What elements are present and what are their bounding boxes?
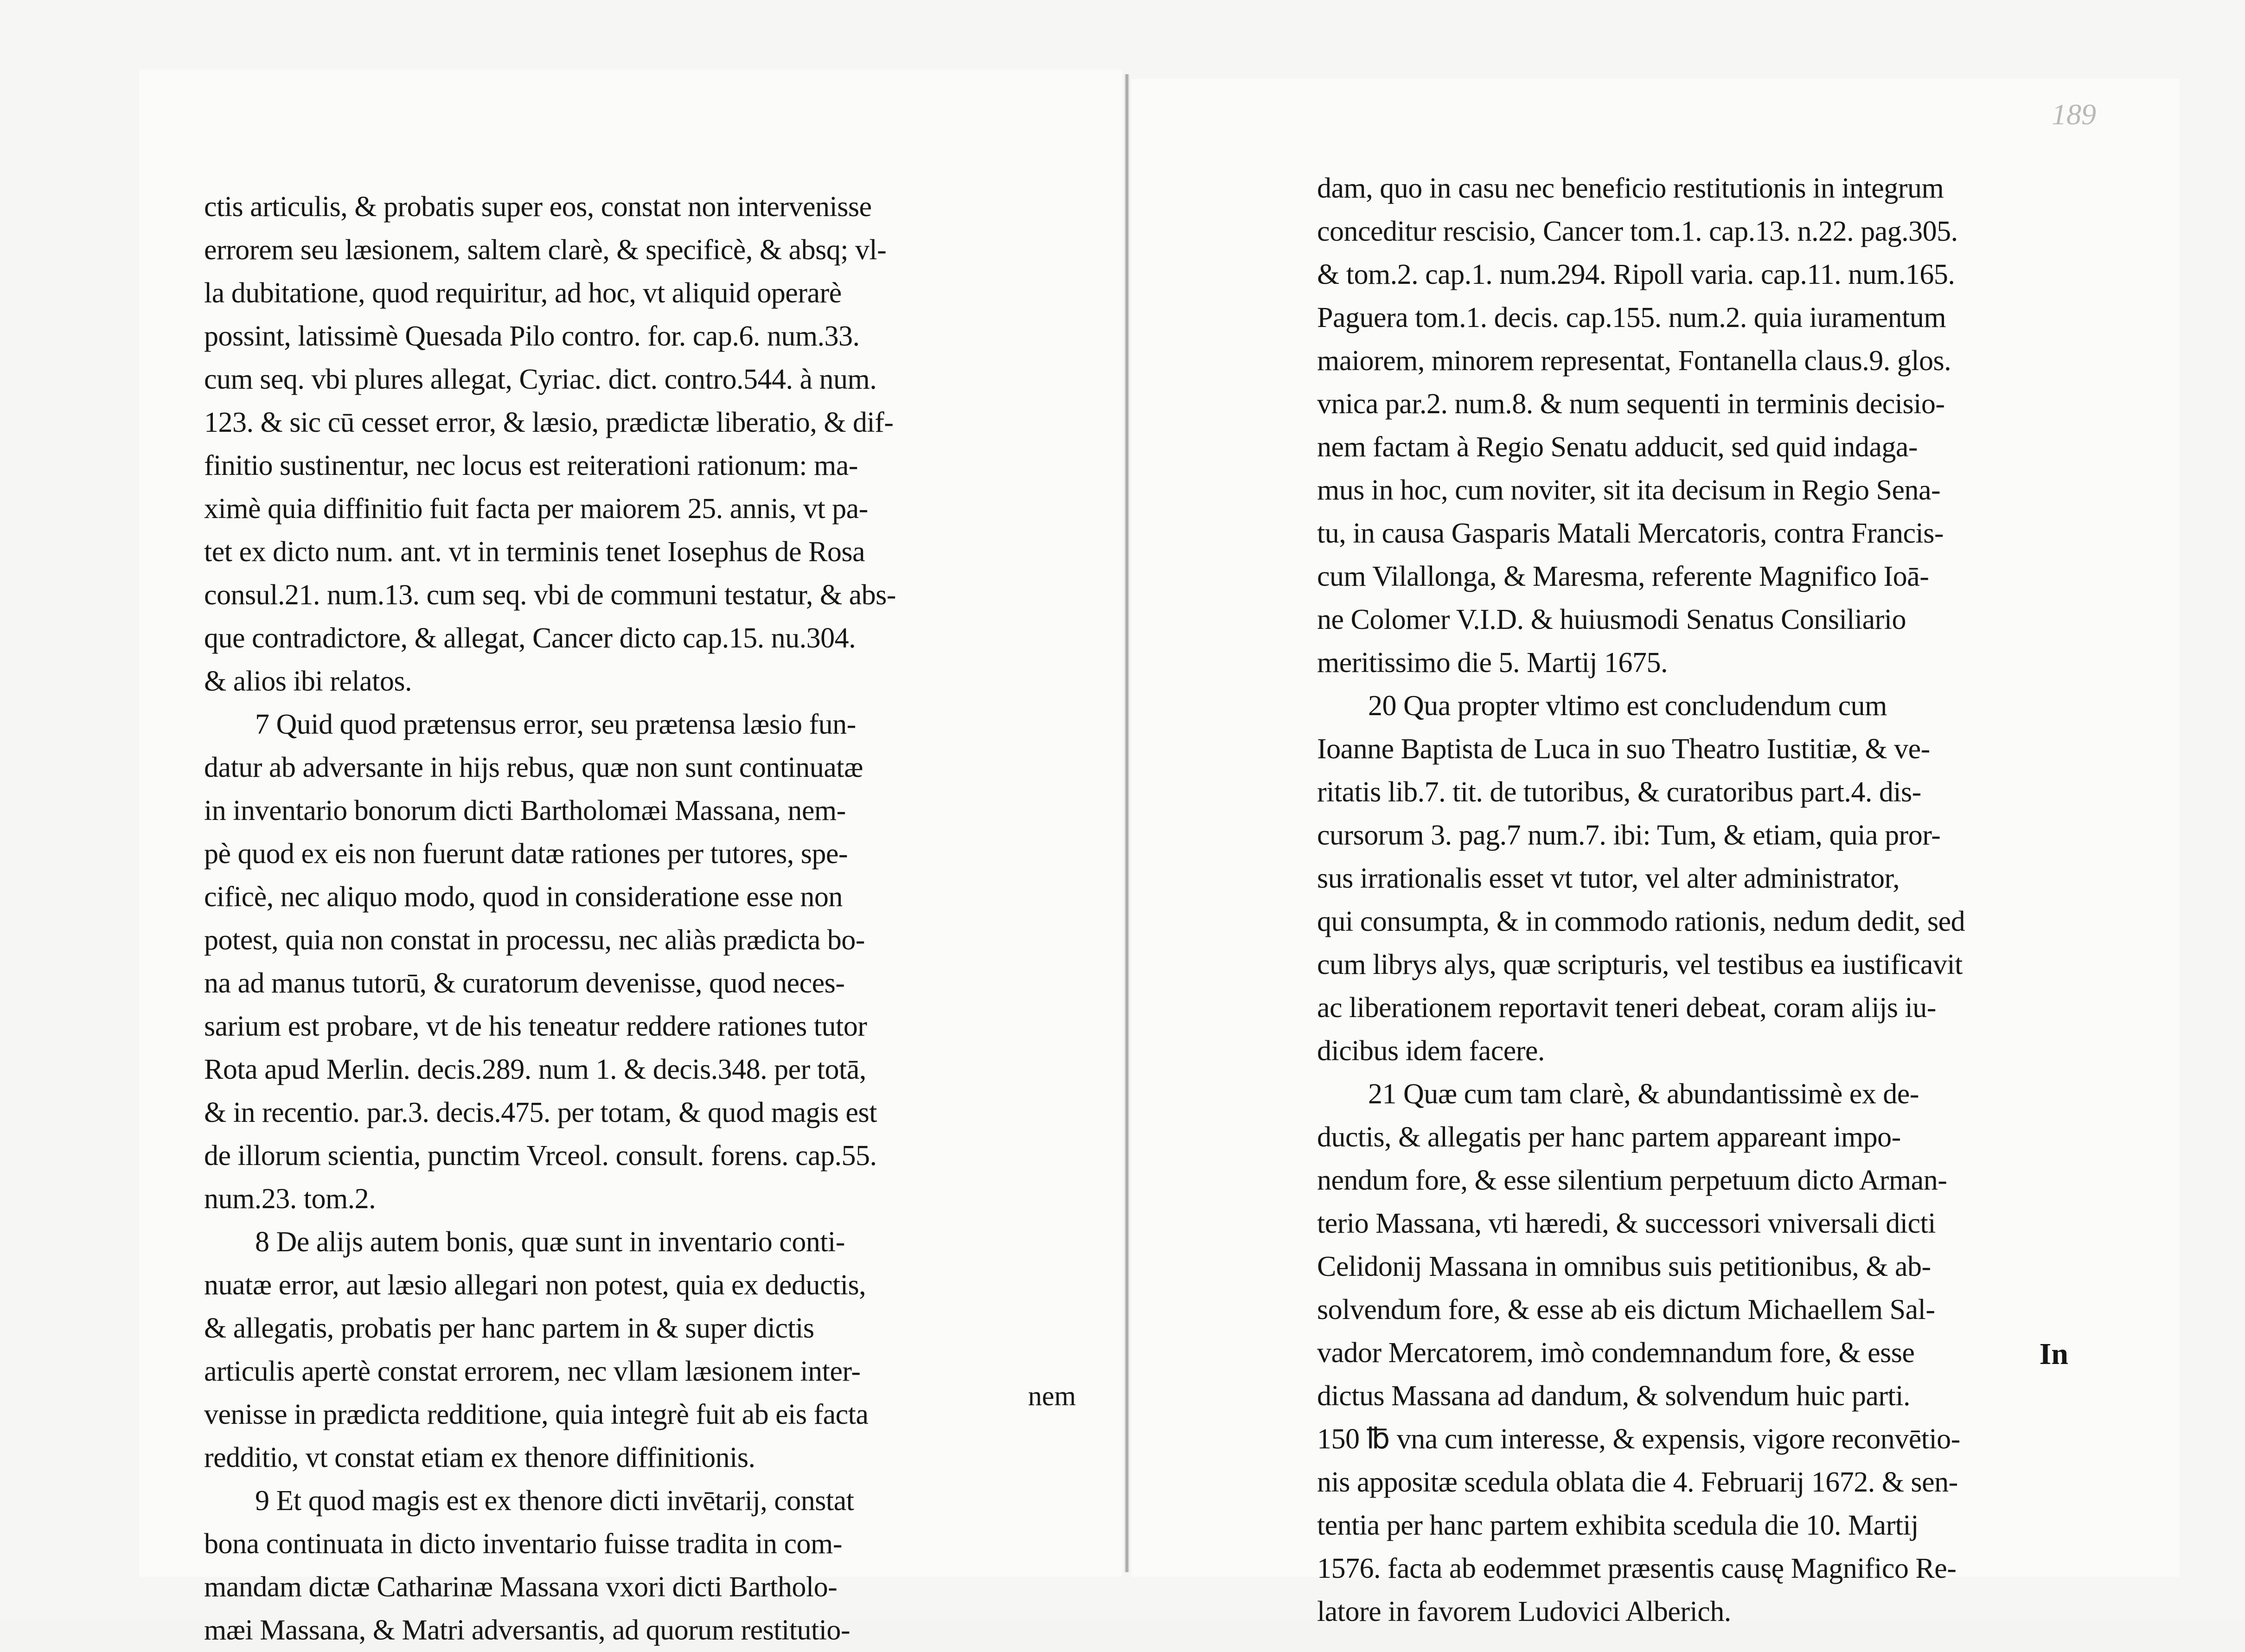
right-text-line: nem factam à Regio Senatu adducit, sed quid indaga- bbox=[1317, 431, 1918, 463]
left-text-line: articulis apertè constat errorem, nec vllam læsionem inter- bbox=[204, 1356, 861, 1387]
left-text-line: ctis articulis, & probatis super eos, constat non intervenisse bbox=[204, 191, 872, 223]
left-text-line: errorem seu læsionem, saltem clarè, & specificè, & absq; vl- bbox=[204, 234, 887, 266]
left-text-line: venisse in prædicta redditione, quia integrè fuit ab eis facta bbox=[204, 1399, 869, 1430]
left-text-line: na ad manus tutorū, & curatorum devenisse, quod neces- bbox=[204, 967, 845, 999]
right-text-line: cursorum 3. pag.7 num.7. ibi: Tum, & etiam, quia pror- bbox=[1317, 820, 1941, 851]
right-text-line: sus irrationalis esset vt tutor, vel alter administrator, bbox=[1317, 863, 1900, 894]
left-text-line: 123. & sic cū cesset error, & læsio, prædictæ liberatio, & dif- bbox=[204, 407, 894, 438]
right-text-line: 1576. facta ab eodemmet præsentis causę Magnifico Re- bbox=[1317, 1553, 1957, 1584]
right-text-line: cum librys alys, quæ scripturis, vel testibus ea iustificavit bbox=[1317, 949, 1963, 980]
right-text-line: 20 Qua propter vltimo est concludendum cum bbox=[1368, 690, 1887, 722]
left-text-line: possint, latissimè Quesada Pilo contro. for. cap.6. num.33. bbox=[204, 320, 860, 352]
left-text-line: 7 Quid quod prætensus error, seu prætensa læsio fun- bbox=[255, 709, 856, 740]
left-text-line: & alios ibi relatos. bbox=[204, 666, 412, 697]
left-text-line: cum seq. vbi plures allegat, Cyriac. dict. contro.544. à num. bbox=[204, 364, 877, 395]
left-page bbox=[139, 70, 1122, 1646]
left-text-line: finitio sustinentur, nec locus est reiterationi rationum: ma- bbox=[204, 450, 858, 481]
right-text-line: terio Massana, vti hæredi, & successori vniversali dicti bbox=[1317, 1208, 1936, 1239]
right-text-line: 150 ℔ vna cum interesse, & expensis, vigore reconvētio- bbox=[1317, 1423, 1960, 1455]
right-text-line: Paguera tom.1. decis. cap.155. num.2. quia iuramentum bbox=[1317, 302, 1946, 333]
left-text-line: potest, quia non constat in processu, nec aliàs prædicta bo- bbox=[204, 924, 865, 956]
right-text-line: conceditur rescisio, Cancer tom.1. cap.13. n.22. pag.305. bbox=[1317, 216, 1958, 247]
right-text-line: mus in hoc, cum noviter, sit ita decisum in Regio Sena- bbox=[1317, 474, 1941, 506]
left-text-line: & in recentio. par.3. decis.475. per totam, & quod magis est bbox=[204, 1097, 877, 1128]
left-text-line: num.23. tom.2. bbox=[204, 1183, 376, 1215]
right-page bbox=[1132, 79, 2180, 1627]
right-text-line: vador Mercatorem, imò condemnandum fore, & esse bbox=[1317, 1337, 1915, 1369]
right-catchword: In bbox=[2039, 1337, 2068, 1371]
right-text-line: tentia per hanc partem exhibita scedula die 10. Martij bbox=[1317, 1510, 1919, 1541]
right-text-line: tu, in causa Gasparis Matali Mercatoris, contra Francis- bbox=[1317, 518, 1944, 549]
left-text-line: nuatæ error, aut læsio allegari non potest, quia ex deductis, bbox=[204, 1269, 866, 1301]
left-page-text bbox=[204, 186, 1076, 1652]
right-text-line: meritissimo die 5. Martij 1675. bbox=[1317, 647, 1668, 679]
right-text-line: ac liberationem reportavit teneri debeat, coram alijs iu- bbox=[1317, 992, 1936, 1024]
right-text-line: dictus Massana ad dandum, & solvendum huic parti. bbox=[1317, 1380, 1910, 1412]
right-text-line: vnica par.2. num.8. & num sequenti in terminis decisio- bbox=[1317, 388, 1945, 420]
left-text-line: ximè quia diffinitio fuit facta per maiorem 25. annis, vt pa- bbox=[204, 493, 868, 525]
left-text-line: redditio, vt constat etiam ex thenore diffinitionis. bbox=[204, 1442, 755, 1473]
book-gutter bbox=[1125, 74, 1129, 1572]
right-text-line: Celidonij Massana in omnibus suis petitionibus, & ab- bbox=[1317, 1251, 1931, 1282]
right-text-line: dam, quo in casu nec beneficio restitutionis in integrum bbox=[1317, 173, 1944, 204]
right-text-line: cum Vilallonga, & Maresma, referente Magnifico Ioā- bbox=[1317, 561, 1929, 592]
right-text-line: Ioanne Baptista de Luca in suo Theatro Iustitiæ, & ve- bbox=[1317, 733, 1930, 765]
left-text-line: consul.21. num.13. cum seq. vbi de communi testatur, & abs- bbox=[204, 579, 896, 611]
left-text-line: mæi Massana, & Matri adversantis, ad quorum restitutio- bbox=[204, 1614, 851, 1646]
left-text-line: in inventario bonorum dicti Bartholomæi Massana, nem- bbox=[204, 795, 846, 826]
left-text-line: datur ab adversante in hijs rebus, quæ non sunt continuatæ bbox=[204, 752, 863, 783]
right-text-line: qui consumpta, & in commodo rationis, nedum dedit, sed bbox=[1317, 906, 1965, 937]
right-page-text bbox=[1317, 167, 2068, 1633]
right-text-line: solvendum fore, & esse ab eis dictum Michaellem Sal- bbox=[1317, 1294, 1935, 1325]
left-text-line: pè quod ex eis non fuerunt datæ rationes per tutores, spe- bbox=[204, 838, 848, 870]
right-text-line: ne Colomer V.I.D. & huiusmodi Senatus Consiliario bbox=[1317, 604, 1906, 635]
right-text-line: maiorem, minorem representat, Fontanella claus.9. glos. bbox=[1317, 345, 1951, 377]
folio-number: 189 bbox=[2052, 98, 2096, 131]
left-text-line: tet ex dicto num. ant. vt in terminis tenet Iosephus de Rosa bbox=[204, 536, 865, 568]
right-text-line: latore in favorem Ludovici Alberich. bbox=[1317, 1596, 1731, 1627]
left-text-line: 8 De alijs autem bonis, quæ sunt in inventario conti- bbox=[255, 1226, 845, 1258]
left-text-line: Rota apud Merlin. decis.289. num 1. & decis.348. per totā, bbox=[204, 1054, 866, 1085]
left-text-line: de illorum scientia, punctim Vrceol. consult. forens. cap.55. bbox=[204, 1140, 877, 1172]
right-text-line: ductis, & allegatis per hanc partem appareant impo- bbox=[1317, 1121, 1901, 1153]
right-text-line: 21 Quæ cum tam clarè, & abundantissimè ex de- bbox=[1368, 1078, 1919, 1110]
left-text-line: la dubitatione, quod requiritur, ad hoc, vt aliquid operarè bbox=[204, 277, 842, 309]
left-text-line: & allegatis, probatis per hanc partem in & super dictis bbox=[204, 1313, 814, 1344]
left-text-line: bona continuata in dicto inventario fuisse tradita in com- bbox=[204, 1528, 842, 1560]
right-text-line: nis appositæ scedula oblata die 4. Februarij 1672. & sen- bbox=[1317, 1466, 1958, 1498]
right-text-line: nendum fore, & esse silentium perpetuum dicto Arman- bbox=[1317, 1165, 1947, 1196]
left-catchword: nem bbox=[1028, 1381, 1076, 1411]
right-text-line: ritatis lib.7. tit. de tutoribus, & curatoribus part.4. dis- bbox=[1317, 776, 1921, 808]
left-text-line: cificè, nec aliquo modo, quod in consideratione esse non bbox=[204, 881, 843, 913]
right-text-line: dicibus idem facere. bbox=[1317, 1035, 1545, 1067]
left-text-line: que contradictore, & allegat, Cancer dicto cap.15. nu.304. bbox=[204, 622, 856, 654]
left-text-line: mandam dictæ Catharinæ Massana vxori dicti Bartholo- bbox=[204, 1571, 838, 1603]
left-text-line: sarium est probare, vt de his teneatur reddere rationes tutor bbox=[204, 1011, 867, 1042]
right-text-line: & tom.2. cap.1. num.294. Ripoll varia. cap.11. num.165. bbox=[1317, 259, 1955, 290]
left-text-line: 9 Et quod magis est ex thenore dicti invētarij, constat bbox=[255, 1485, 854, 1517]
